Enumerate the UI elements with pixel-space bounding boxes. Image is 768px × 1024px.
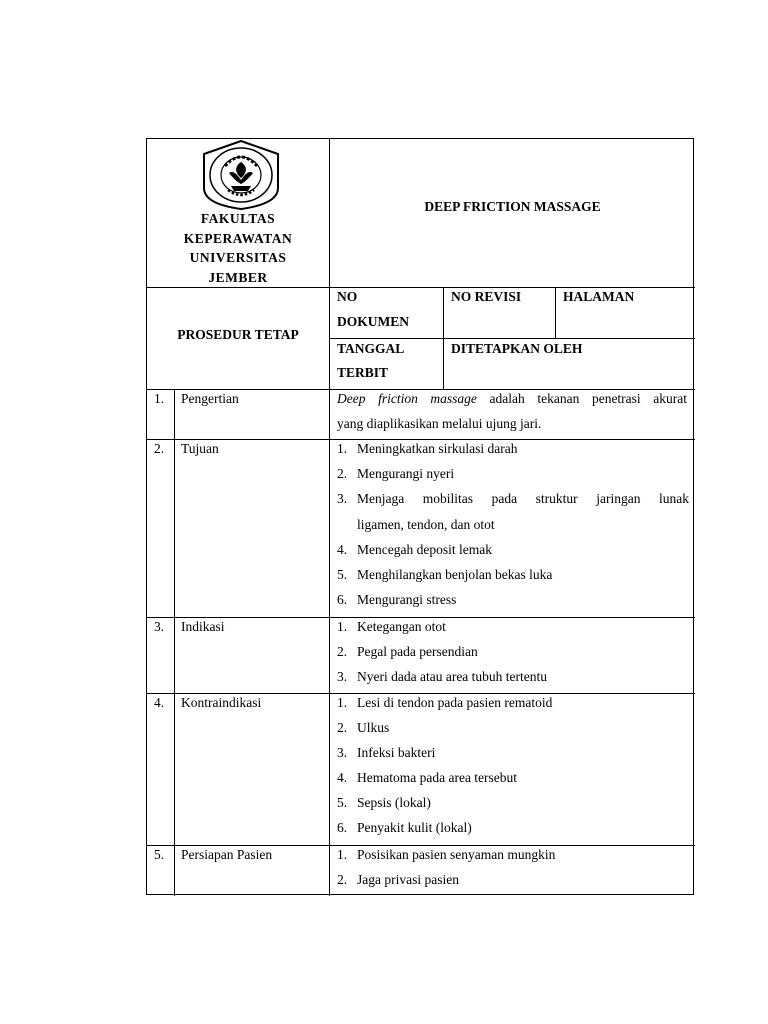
institution-line-1: FAKULTAS bbox=[200, 211, 276, 226]
list-item: 4. Hematoma pada area tersebut bbox=[337, 770, 518, 785]
list-item: 1. Meningkatkan sirkulasi darah bbox=[337, 441, 518, 456]
no-dokumen-label-1: NO bbox=[337, 289, 358, 304]
section-label-persiapan-pasien: Persiapan Pasien bbox=[181, 847, 273, 862]
list-item: 2. Ulkus bbox=[337, 720, 390, 735]
institution-line-2: KEPERAWATAN bbox=[183, 231, 293, 246]
section-number: 5. bbox=[154, 847, 165, 862]
list-item: 3. Menjaga mobilitas pada struktur jaringan lunak bbox=[337, 491, 689, 506]
section-number: 3. bbox=[154, 619, 165, 634]
section-label-pengertian: Pengertian bbox=[181, 391, 239, 406]
divider-col-num bbox=[174, 389, 175, 896]
section-number: 1. bbox=[154, 391, 165, 406]
section-number: 2. bbox=[154, 441, 165, 456]
list-item: 1. Posisikan pasien senyaman mungkin bbox=[337, 847, 556, 862]
document-title: DEEP FRICTION MASSAGE bbox=[424, 199, 601, 214]
divider-meta-col2 bbox=[555, 287, 556, 338]
halaman-label: HALAMAN bbox=[563, 289, 635, 304]
definition-text: adalah tekanan penetrasi akurat bbox=[489, 391, 688, 406]
procedure-label: PROSEDUR TETAP bbox=[177, 327, 299, 342]
list-item: 4. Mencegah deposit lemak bbox=[337, 542, 492, 557]
list-item: 5. Sepsis (lokal) bbox=[337, 795, 431, 810]
tanggal-terbit-label-2: TERBIT bbox=[337, 365, 389, 380]
list-item: 2. Pegal pada persendian bbox=[337, 644, 478, 659]
list-item: 6. Mengurangi stress bbox=[337, 592, 457, 607]
list-item: 1. Lesi di tendon pada pasien rematoid bbox=[337, 695, 553, 710]
section-number: 4. bbox=[154, 695, 165, 710]
no-dokumen-label-2: DOKUMEN bbox=[337, 314, 409, 329]
sop-document bbox=[146, 138, 694, 895]
definition-line-2: yang diaplikasikan melalui ujung jari. bbox=[337, 416, 542, 431]
tanggal-terbit-label-1: TANGGAL bbox=[337, 341, 405, 356]
list-item: 3. Infeksi bakteri bbox=[337, 745, 436, 760]
section-label-tujuan: Tujuan bbox=[181, 441, 219, 456]
list-item: 3. Nyeri dada atau area tubuh tertentu bbox=[337, 669, 548, 684]
list-item-continuation: ligamen, tendon, dan otot bbox=[357, 517, 495, 532]
divider-meta-row bbox=[329, 338, 695, 339]
section-label-indikasi: Indikasi bbox=[181, 619, 225, 634]
list-item: 2. Jaga privasi pasien bbox=[337, 872, 459, 887]
list-item: 2. Mengurangi nyeri bbox=[337, 466, 455, 481]
institution-line-3: UNIVERSITAS bbox=[189, 250, 287, 265]
ditetapkan-oleh-label: DITETAPKAN OLEH bbox=[451, 341, 583, 356]
no-revisi-label: NO REVISI bbox=[451, 289, 522, 304]
university-logo bbox=[201, 140, 281, 210]
definition-term: Deep friction massage bbox=[337, 391, 477, 406]
divider-col-main bbox=[329, 139, 330, 896]
list-item: 6. Penyakit kulit (lokal) bbox=[337, 820, 472, 835]
divider-meta-col1 bbox=[443, 287, 444, 389]
institution-line-4: JEMBER bbox=[208, 270, 268, 285]
definition-line-1 bbox=[337, 390, 687, 407]
list-item: 1. Ketegangan otot bbox=[337, 619, 446, 634]
section-label-kontraindikasi: Kontraindikasi bbox=[181, 695, 262, 710]
list-item: 5. Menghilangkan benjolan bekas luka bbox=[337, 567, 553, 582]
